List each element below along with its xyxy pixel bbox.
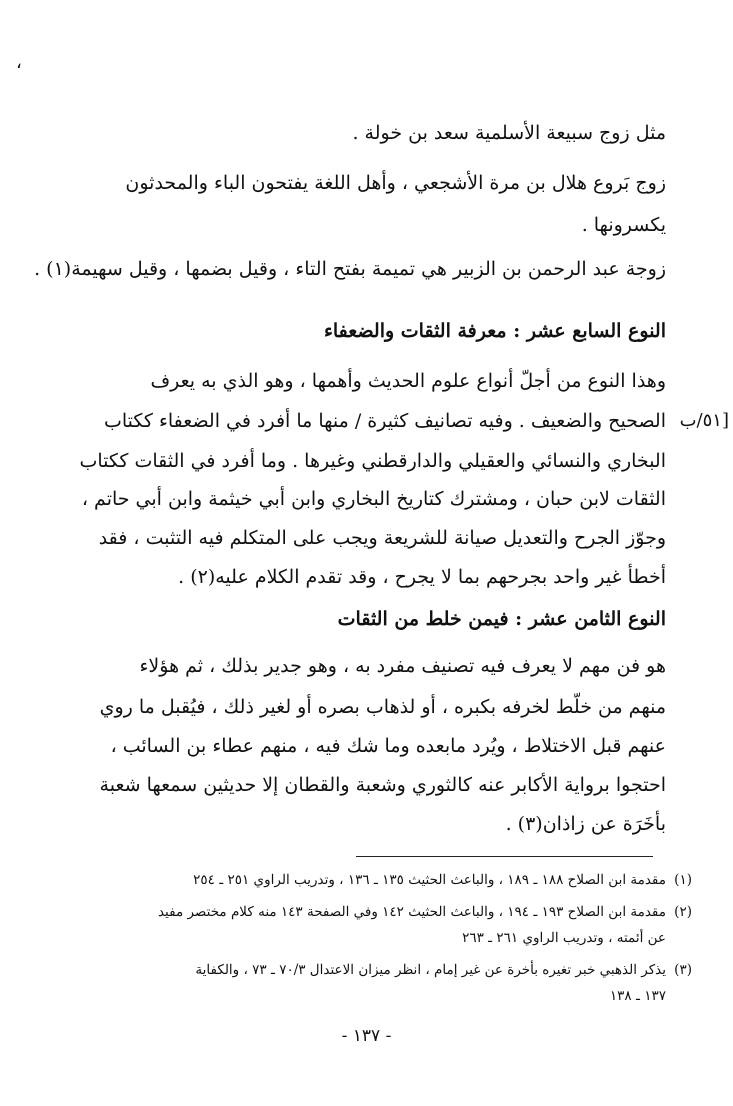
footnote-line: مقدمة ابن الصلاح ١٩٣ ـ ١٩٤ ، والباعث الحثيث ١٤٢ وفي الصفحة ١٤٣ منه كلام مختصر مفيد	[157, 904, 666, 920]
footnote-line: مقدمة ابن الصلاح ١٨٨ ـ ١٨٩ ، والباعث الحثيث ١٣٥ ـ ١٣٦ ، وتدريب الراوي ٢٥١ ـ ٢٥٤	[193, 872, 666, 888]
intro-line-3: يكسرونها .	[581, 214, 666, 236]
footnote-number: (٢)	[674, 904, 692, 920]
para18-line-1: هو فن مهم لا يعرف فيه تصنيف مفرد به ، وهو جدير بذلك ، ثم هؤلاء	[139, 655, 666, 677]
intro-line-2: زوج بَروع هلال بن مرة الأشجعي ، وأهل اللغة يفتحون الباء والمحدثون	[125, 172, 666, 194]
top-mark: ،	[16, 52, 22, 73]
para17-line-6: أخطأ غير واحد بجرحهم بما لا يجرح ، وقد تقدم الكلام عليه(٢) .	[178, 566, 666, 588]
footnote-2	[56, 904, 692, 946]
para17-line-1: وهذا النوع من أجلّ أنواع علوم الحديث وأهمها ، وهو الذي به يعرف	[150, 370, 666, 392]
heading-type-17: النوع السابع عشر : معرفة الثقات والضعفاء	[323, 320, 666, 342]
footnote-line: عن أئمته ، وتدريب الراوي ٢٦١ ـ ٢٦٣	[462, 930, 666, 946]
footnote-line: يذكر الذهبي خبر تغيره بأخرة عن غير إمام ، انظر ميزان الاعتدال ٧٠/٣ ـ ٧٣ ، والكفاية	[195, 962, 666, 978]
para18-line-4: احتجوا برواية الأكابر عنه كالثوري وشعبة والقطان إلا حديثين سمعها شعبة	[99, 774, 666, 796]
para17-line-5: وجوّز الجرح والتعديل صيانة للشريعة ويجب على المتكلم فيه التثبت ، فقد	[98, 527, 666, 549]
heading-type-18: النوع الثامن عشر : فيمن خلط من الثقات	[337, 608, 666, 630]
para17-line-3: البخاري والنسائي والعقيلي والدارقطني وغيرها . وما أفرد في الثقات ككتاب	[79, 450, 666, 472]
para18-line-2: منهم من خلّط لخرفه بكبره ، أو لذهاب بصره أو لغير ذلك ، فيُقبل ما روي	[99, 696, 666, 718]
intro-line-1: مثل زوج سبيعة الأسلمية سعد بن خولة .	[352, 122, 666, 144]
footnote-1	[56, 872, 692, 888]
footnote-separator	[356, 856, 653, 857]
margin-folio-ref: [٥١/ب	[679, 410, 729, 431]
footnote-number: (٣)	[674, 962, 692, 978]
footnote-3	[56, 962, 692, 1004]
footnote-line: ١٣٧ ـ ١٣٨	[609, 988, 666, 1004]
para18-line-5: بأخَرَة عن زاذان(٣) .	[505, 813, 666, 835]
para17-line-2: الصحيح والضعيف . وفيه تصانيف كثيرة / منها ما أفرد في الضعفاء ككتاب	[103, 410, 666, 432]
intro-line-4: زوجة عبد الرحمن بن الزبير هي تميمة بفتح التاء ، وقيل بضمها ، وقيل سهيمة(١) .	[34, 258, 666, 280]
para18-line-3: عنهم قبل الاختلاط ، ويُرد مابعده وما شك فيه ، منهم عطاء بن السائب ،	[110, 735, 666, 757]
footnote-number: (١)	[674, 872, 692, 888]
para17-line-4: الثقات لابن حبان ، ومشترك كتاريخ البخاري وابن أبي خيثمة وابن أبي حاتم ،	[81, 488, 666, 510]
page-number: - ١٣٧ -	[341, 1026, 392, 1046]
